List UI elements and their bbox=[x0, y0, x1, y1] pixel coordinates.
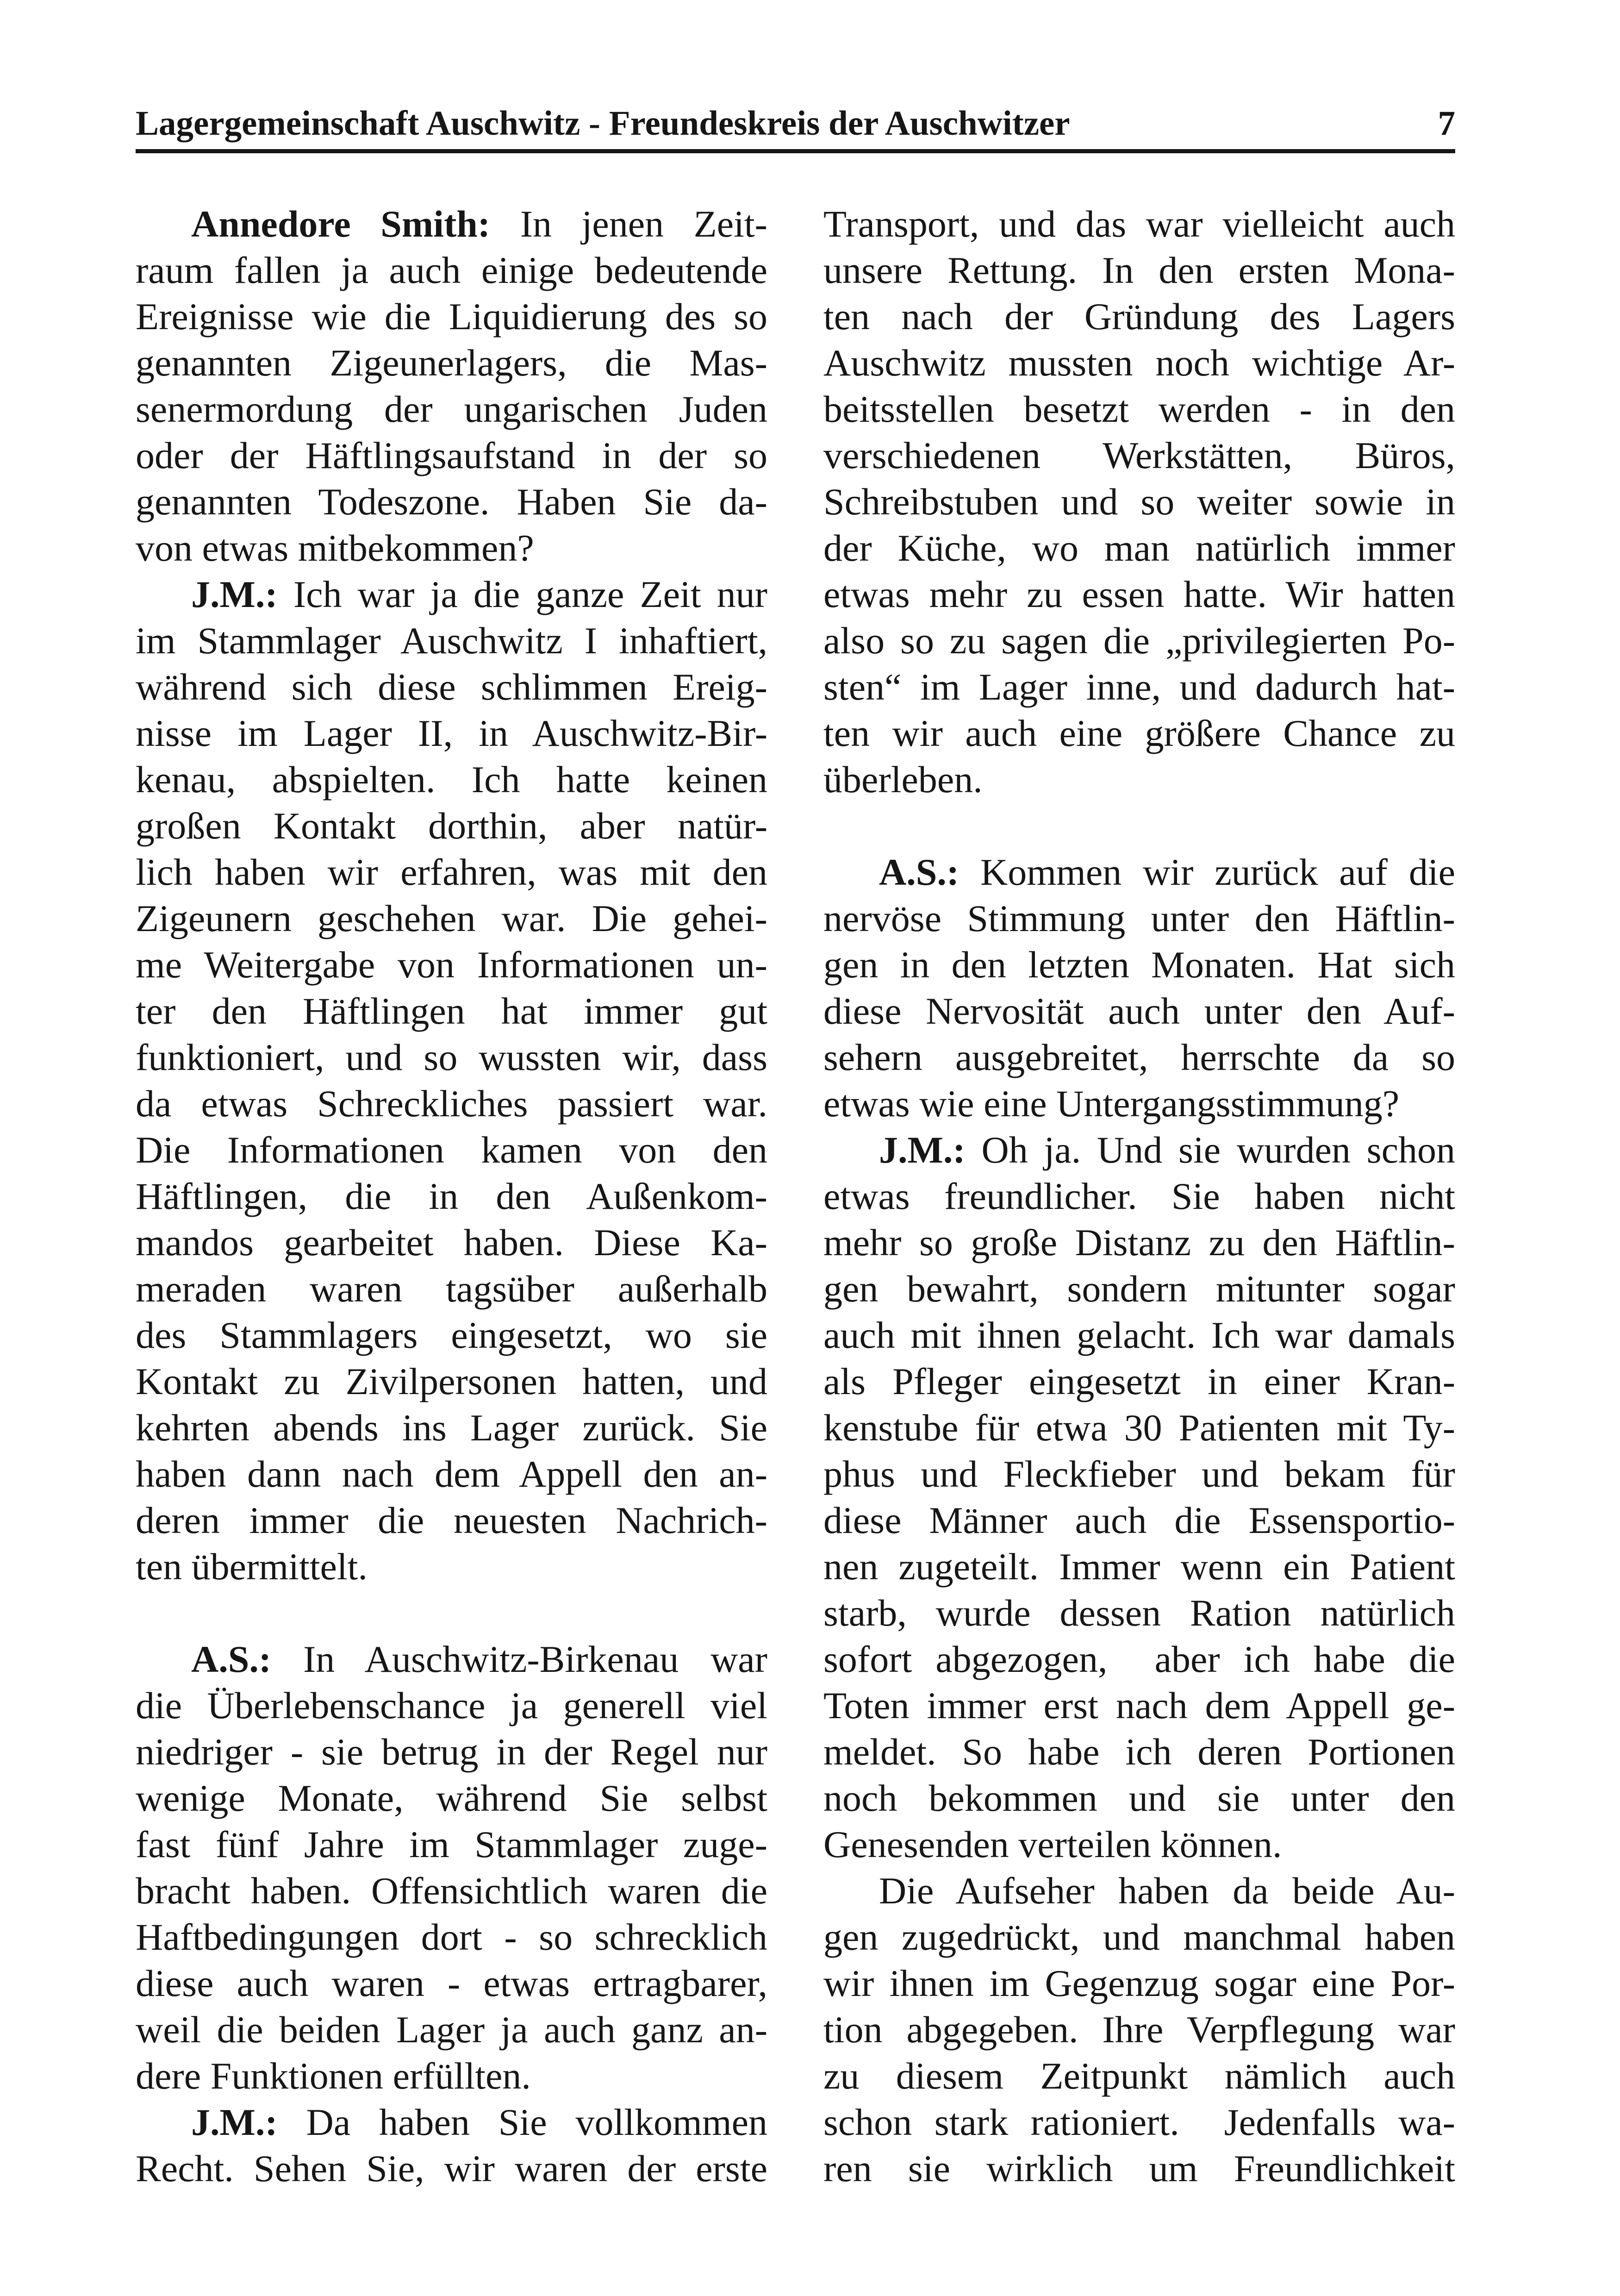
speaker-label: J.M.: bbox=[879, 1129, 966, 1171]
line-text: Transport, und das war vielleicht auch bbox=[823, 203, 1455, 245]
running-header bbox=[136, 103, 1455, 144]
line-text: nervöse Stimmung unter den Häftlin- bbox=[823, 897, 1455, 939]
line-text: haben dann nach dem Appell den an- bbox=[136, 1453, 767, 1495]
line-text: ter den Häftlingen hat immer gut bbox=[136, 990, 767, 1032]
text-line bbox=[823, 2146, 1455, 2192]
speaker-label: Annedore Smith: bbox=[191, 203, 491, 245]
text-line bbox=[136, 1683, 767, 1729]
text-line bbox=[823, 1405, 1455, 1451]
text-line bbox=[823, 895, 1455, 942]
text-block bbox=[136, 1636, 767, 2192]
line-text: großen Kontakt dorthin, aber natür- bbox=[136, 805, 767, 847]
line-text: wenige Monate, während Sie selbst bbox=[136, 1777, 767, 1819]
text-line bbox=[823, 1590, 1455, 1636]
text-line bbox=[823, 201, 1455, 247]
dialogue-paragraph bbox=[136, 201, 767, 571]
text-line bbox=[823, 1914, 1455, 1960]
text-line bbox=[823, 340, 1455, 386]
line-text: starb, wurde dessen Ration natürlich bbox=[823, 1592, 1455, 1634]
text-line bbox=[136, 664, 767, 710]
text-line bbox=[136, 2053, 767, 2099]
line-text: dere Funktionen erfüllten. bbox=[136, 2055, 531, 2097]
line-text: Schreibstuben und so weiter sowie in bbox=[823, 481, 1455, 523]
line-text: im Stammlager Auschwitz I inhaftiert, bbox=[136, 619, 767, 662]
line-text: me Weitergabe von Informationen un- bbox=[136, 944, 767, 986]
text-line bbox=[823, 525, 1455, 571]
text-line bbox=[823, 1220, 1455, 1266]
text-line bbox=[823, 618, 1455, 664]
line-text: Kommen wir zurück auf die bbox=[980, 851, 1455, 893]
text-line bbox=[823, 1081, 1455, 1127]
text-line bbox=[136, 294, 767, 340]
line-text: sehern ausgebreitet, herrschte da so bbox=[823, 1036, 1455, 1078]
text-line bbox=[136, 479, 767, 525]
text-line bbox=[823, 664, 1455, 710]
line-text: fast fünf Jahre im Stammlager zuge- bbox=[136, 1823, 767, 1865]
text-line bbox=[823, 1173, 1455, 1220]
line-text: oder der Häftlingsaufstand in der so bbox=[136, 434, 767, 476]
line-text: genannten Zigeunerlagers, die Mas- bbox=[136, 342, 767, 384]
line-text: Haftbedingungen dort - so schrecklich bbox=[136, 1916, 767, 1958]
speaker-label: J.M.: bbox=[191, 573, 278, 615]
line-text: kenstube für etwa 30 Patienten mit Ty- bbox=[823, 1407, 1455, 1449]
text-line bbox=[136, 247, 767, 294]
line-text: phus und Fleckfieber und bekam für bbox=[823, 1453, 1455, 1495]
line-text: meraden waren tagsüber außerhalb bbox=[136, 1268, 767, 1310]
text-line bbox=[136, 1081, 767, 1127]
line-text: des Stammlagers eingesetzt, wo sie bbox=[136, 1314, 767, 1356]
text-line bbox=[136, 1497, 767, 1544]
text-line bbox=[823, 2007, 1455, 2053]
text-line bbox=[136, 988, 767, 1034]
text-line bbox=[823, 757, 1455, 803]
line-text: auch mit ihnen gelacht. Ich war damals bbox=[823, 1314, 1455, 1356]
line-text: Recht. Sehen Sie, wir waren der erste bbox=[136, 2147, 767, 2190]
line-text: ten nach der Gründung des Lagers bbox=[823, 295, 1455, 338]
line-text: bracht haben. Offensichtlich waren die bbox=[136, 1870, 767, 1912]
text-line bbox=[136, 757, 767, 803]
text-line bbox=[136, 1405, 767, 1451]
line-text: ten übermittelt. bbox=[136, 1545, 368, 1588]
text-line bbox=[823, 1775, 1455, 1821]
text-line bbox=[136, 1636, 767, 1683]
text-line bbox=[136, 942, 767, 988]
line-text: genannten Todeszone. Haben Sie da- bbox=[136, 481, 767, 523]
line-text: verschiedenen Werkstätten, Büros, bbox=[823, 434, 1455, 476]
text-line bbox=[136, 2007, 767, 2053]
text-line bbox=[823, 1636, 1455, 1683]
line-text: deren immer die neuesten Nachrich- bbox=[136, 1499, 767, 1541]
text-line bbox=[136, 1266, 767, 1312]
page-number: 7 bbox=[1438, 104, 1455, 143]
line-text: da etwas Schreckliches passiert war. bbox=[136, 1082, 767, 1125]
text-line bbox=[823, 1451, 1455, 1497]
line-text: beitsstellen besetzt werden - in den bbox=[823, 388, 1455, 430]
text-line bbox=[823, 1312, 1455, 1358]
text-line bbox=[823, 1358, 1455, 1405]
text-line bbox=[136, 1729, 767, 1775]
text-line bbox=[136, 1868, 767, 1914]
line-text: diese Männer auch die Essensportio- bbox=[823, 1499, 1455, 1541]
text-line bbox=[136, 895, 767, 942]
text-line bbox=[823, 1266, 1455, 1312]
text-line bbox=[136, 1358, 767, 1405]
line-text: also so zu sagen die „privilegierten Po- bbox=[823, 619, 1455, 662]
line-text: lich haben wir erfahren, was mit den bbox=[136, 851, 767, 893]
line-text: Die Aufseher haben da beide Au- bbox=[879, 1870, 1455, 1912]
text-line bbox=[136, 386, 767, 432]
line-text: Zigeunern geschehen war. Die gehei- bbox=[136, 897, 767, 939]
text-line bbox=[823, 942, 1455, 988]
text-line bbox=[823, 1544, 1455, 1590]
line-text: noch bekommen und sie unter den bbox=[823, 1777, 1455, 1819]
right-text-column bbox=[823, 201, 1455, 2192]
text-line bbox=[823, 849, 1455, 895]
line-text: nen zugeteilt. Immer wenn ein Patient bbox=[823, 1545, 1455, 1588]
line-text: etwas freundlicher. Sie haben nicht bbox=[823, 1175, 1455, 1217]
text-line bbox=[136, 340, 767, 386]
text-line bbox=[823, 1034, 1455, 1081]
line-text: sten“ im Lager inne, und dadurch hat- bbox=[823, 666, 1455, 708]
text-line bbox=[136, 1544, 767, 1590]
header-title: Lagergemeinschaft Auschwitz - Freundeskreis der Auschwitzer bbox=[136, 104, 1070, 143]
text-line bbox=[136, 432, 767, 479]
line-text: von etwas mitbekommen? bbox=[136, 527, 534, 569]
line-text: die Überlebenschance ja generell viel bbox=[136, 1684, 767, 1727]
speaker-label: A.S.: bbox=[191, 1638, 272, 1680]
line-text: wir ihnen im Gegenzug sogar eine Por- bbox=[823, 1962, 1455, 2004]
text-line bbox=[823, 710, 1455, 757]
line-text: niedriger - sie betrug in der Regel nur bbox=[136, 1731, 767, 1773]
text-line bbox=[136, 1960, 767, 2007]
dialogue-paragraph bbox=[136, 1636, 767, 2099]
text-line bbox=[823, 247, 1455, 294]
text-line bbox=[823, 571, 1455, 618]
line-text: sofort abgezogen, aber ich habe die bbox=[823, 1638, 1455, 1680]
speaker-label: J.M.: bbox=[191, 2101, 278, 2143]
line-text: Auschwitz mussten noch wichtige Ar- bbox=[823, 342, 1455, 384]
line-text: diese auch waren - etwas ertragbarer, bbox=[136, 1962, 767, 2004]
line-text: unsere Rettung. In den ersten Mona- bbox=[823, 249, 1455, 291]
line-text: In jenen Zeit- bbox=[520, 203, 767, 245]
text-line bbox=[823, 1868, 1455, 1914]
text-line bbox=[136, 1220, 767, 1266]
text-line bbox=[136, 1775, 767, 1821]
line-text: mehr so große Distanz zu den Häftlin- bbox=[823, 1221, 1455, 1264]
line-text: Genesenden verteilen können. bbox=[823, 1823, 1282, 1865]
text-line bbox=[136, 1451, 767, 1497]
line-text: gen bewahrt, sondern mitunter sogar bbox=[823, 1268, 1455, 1310]
text-line bbox=[136, 803, 767, 849]
text-line bbox=[136, 1914, 767, 1960]
text-line bbox=[823, 1683, 1455, 1729]
text-block bbox=[136, 201, 767, 1590]
text-line bbox=[823, 2053, 1455, 2099]
text-line bbox=[136, 2146, 767, 2192]
line-text: senermordung der ungarischen Juden bbox=[136, 388, 767, 430]
line-text: nisse im Lager II, in Auschwitz-Bir- bbox=[136, 712, 767, 754]
line-text: funktioniert, und so wussten wir, dass bbox=[136, 1036, 767, 1078]
line-text: ren sie wirklich um Freundlichkeit bbox=[823, 2147, 1455, 2190]
text-line bbox=[136, 2099, 767, 2146]
line-text: raum fallen ja auch einige bedeutende bbox=[136, 249, 767, 291]
dialogue-paragraph bbox=[823, 849, 1455, 1127]
line-text: der Küche, wo man natürlich immer bbox=[823, 527, 1455, 569]
line-text: meldet. So habe ich deren Portionen bbox=[823, 1731, 1455, 1773]
line-text: tion abgegeben. Ihre Verpflegung war bbox=[823, 2008, 1455, 2051]
line-text: gen in den letzten Monaten. Hat sich bbox=[823, 944, 1455, 986]
line-text: ten wir auch eine größere Chance zu bbox=[823, 712, 1455, 754]
text-line bbox=[136, 571, 767, 618]
text-line bbox=[823, 1821, 1455, 1868]
line-text: Toten immer erst nach dem Appell ge- bbox=[823, 1684, 1455, 1727]
text-line bbox=[136, 849, 767, 895]
dialogue-paragraph bbox=[823, 1127, 1455, 1868]
line-text: In Auschwitz-Birkenau war bbox=[303, 1638, 767, 1680]
speaker-label: A.S.: bbox=[879, 851, 960, 893]
line-text: zu diesem Zeitpunkt nämlich auch bbox=[823, 2055, 1455, 2097]
line-text: Da haben Sie vollkommen bbox=[306, 2101, 767, 2143]
text-line bbox=[823, 1127, 1455, 1173]
line-text: gen zugedrückt, und manchmal haben bbox=[823, 1916, 1455, 1958]
text-line bbox=[136, 1821, 767, 1868]
text-line bbox=[823, 479, 1455, 525]
paragraph bbox=[823, 201, 1455, 803]
text-line bbox=[823, 294, 1455, 340]
text-line bbox=[136, 1173, 767, 1220]
line-text: kehrten abends ins Lager zurück. Sie bbox=[136, 1407, 767, 1449]
left-text-column bbox=[136, 201, 767, 2192]
line-text: als Pfleger eingesetzt in einer Kran- bbox=[823, 1360, 1455, 1402]
text-line bbox=[136, 201, 767, 247]
line-text: kenau, abspielten. Ich hatte keinen bbox=[136, 758, 767, 801]
line-text: diese Nervosität auch unter den Auf- bbox=[823, 990, 1455, 1032]
text-block bbox=[823, 201, 1455, 803]
dialogue-paragraph bbox=[136, 2099, 767, 2192]
line-text: weil die beiden Lager ja auch ganz an- bbox=[136, 2008, 767, 2051]
text-line bbox=[136, 1127, 767, 1173]
line-text: mandos gearbeitet haben. Diese Ka- bbox=[136, 1221, 767, 1264]
paragraph bbox=[823, 1868, 1455, 2192]
text-line bbox=[136, 525, 767, 571]
line-text: etwas mehr zu essen hatte. Wir hatten bbox=[823, 573, 1455, 615]
line-text: Ich war ja die ganze Zeit nur bbox=[293, 573, 767, 615]
text-line bbox=[823, 386, 1455, 432]
text-line bbox=[136, 1312, 767, 1358]
text-line bbox=[823, 2099, 1455, 2146]
line-text: Oh ja. Und sie wurden schon bbox=[981, 1129, 1455, 1171]
text-line bbox=[823, 432, 1455, 479]
text-line bbox=[823, 988, 1455, 1034]
dialogue-paragraph bbox=[136, 571, 767, 1590]
line-text: Kontakt zu Zivilpersonen hatten, und bbox=[136, 1360, 767, 1402]
line-text: überleben. bbox=[823, 758, 983, 801]
header-rule bbox=[136, 149, 1455, 153]
text-block bbox=[823, 849, 1455, 2192]
line-text: Ereignisse wie die Liquidierung des so bbox=[136, 295, 767, 338]
text-line bbox=[823, 1497, 1455, 1544]
text-line bbox=[136, 710, 767, 757]
text-line bbox=[823, 1960, 1455, 2007]
line-text: schon stark rationiert. Jedenfalls wa- bbox=[823, 2101, 1455, 2143]
line-text: während sich diese schlimmen Ereig- bbox=[136, 666, 767, 708]
line-text: etwas wie eine Untergangsstimmung? bbox=[823, 1082, 1400, 1125]
text-line bbox=[823, 1729, 1455, 1775]
text-line bbox=[136, 618, 767, 664]
text-line bbox=[136, 1034, 767, 1081]
line-text: Die Informationen kamen von den bbox=[136, 1129, 767, 1171]
line-text: Häftlingen, die in den Außenkom- bbox=[136, 1175, 767, 1217]
